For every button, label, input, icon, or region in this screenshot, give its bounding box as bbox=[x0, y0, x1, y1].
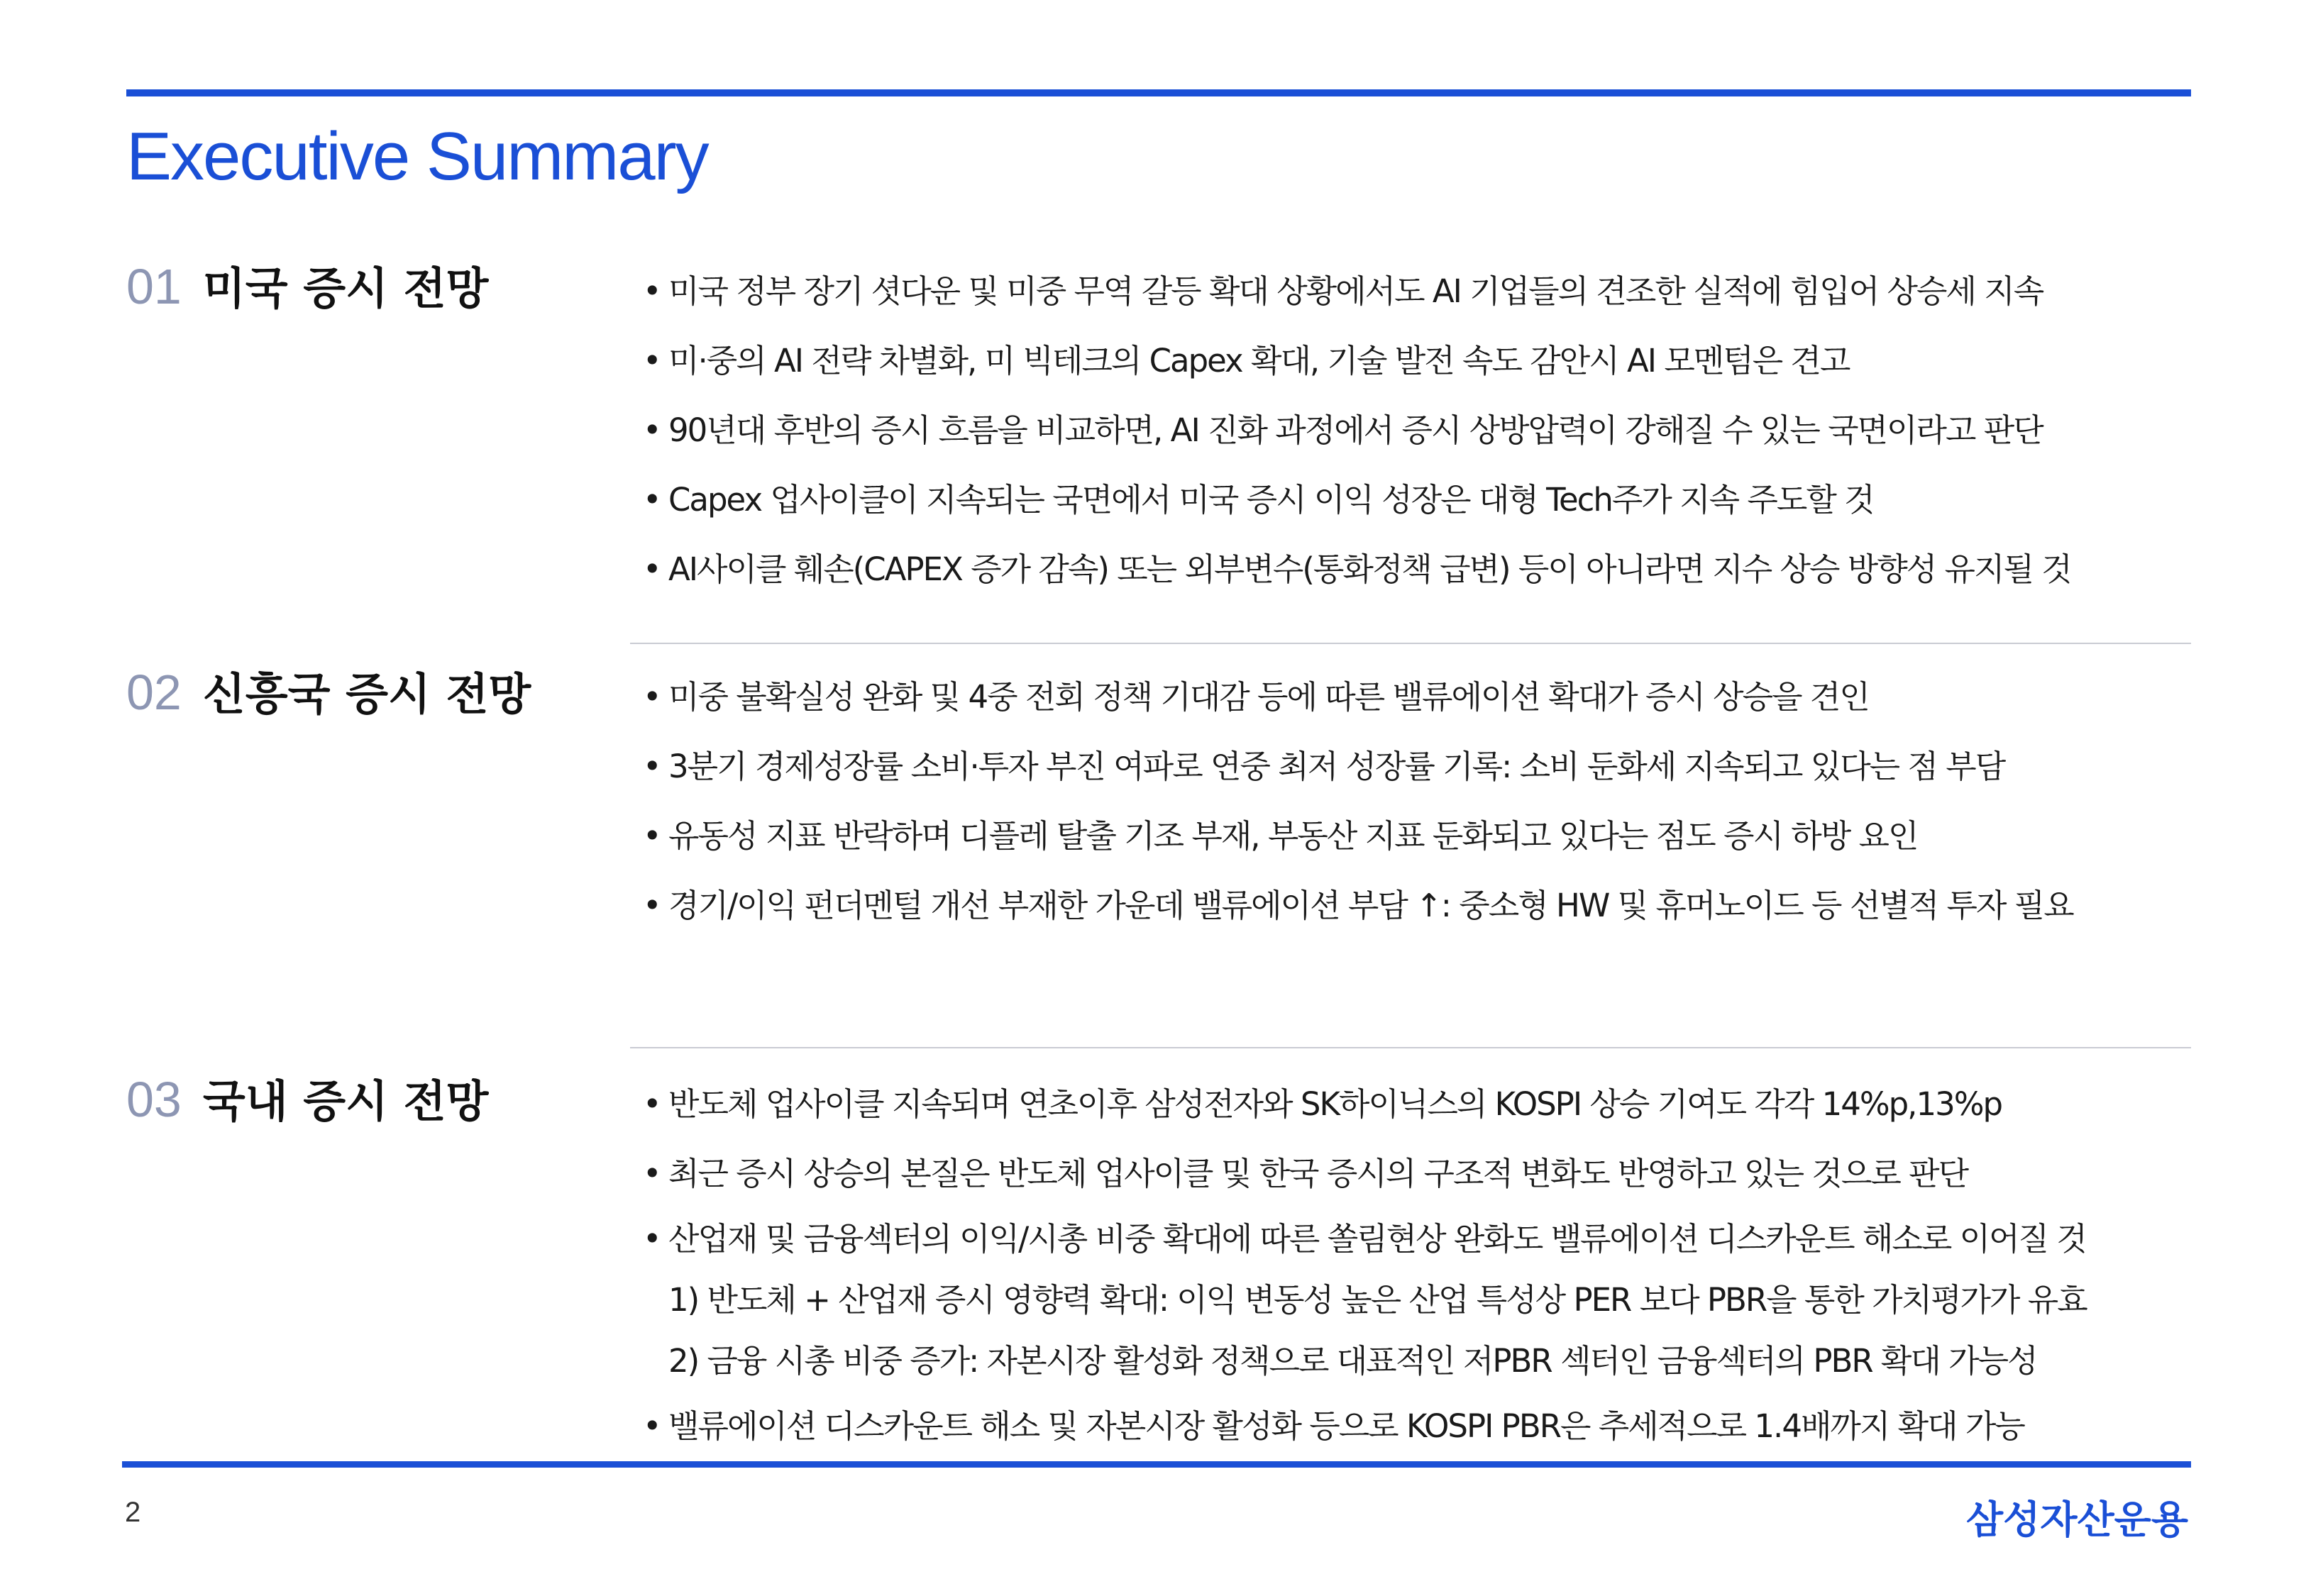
bullet-text: 미·중의 AI 전략 차별화, 미 빅테크의 Capex 확대, 기술 발전 속도 감안시 AI 모멘텀은 견고 bbox=[668, 342, 1850, 379]
bullet-text: AI사이클 훼손(CAPEX 증가 감속) 또는 외부변수(통화정책 급변) 등이 아니라면 지수 상승 방향성 유지될 것 bbox=[668, 550, 2071, 588]
section-divider bbox=[630, 643, 2191, 644]
bullet-text: Capex 업사이클이 지속되는 국면에서 미국 증시 이익 성장은 대형 Tech주가 지속 주도할 것 bbox=[668, 481, 1874, 519]
list-item bbox=[643, 1139, 2204, 1209]
section-number: 02 bbox=[126, 665, 182, 720]
page-number: 2 bbox=[125, 1497, 141, 1528]
bullet-text: 산업재 및 금융섹터의 이익/시총 비중 확대에 따른 쏠림현상 완화도 밸류에이션 디스카운트 해소로 이어질 것 bbox=[668, 1220, 2086, 1258]
list-item bbox=[643, 663, 2204, 732]
bullet-text: 미국 정부 장기 셧다운 및 미중 무역 갈등 확대 상황에서도 AI 기업들의 견조한 실적에 힘입어 상승세 지속 bbox=[668, 272, 2043, 310]
section-heading bbox=[126, 1070, 488, 1129]
bullet-list bbox=[643, 257, 2204, 604]
list-item bbox=[643, 802, 2204, 871]
list-item bbox=[643, 871, 2204, 941]
list-item bbox=[643, 326, 2204, 396]
bullet-text: 밸류에이션 디스카운트 해소 및 자본시장 활성화 등으로 KOSPI PBR은 추세적으로 1.4배까지 확대 가능 bbox=[668, 1407, 2024, 1445]
section-heading bbox=[126, 663, 531, 722]
bullet-icon: • bbox=[643, 887, 661, 924]
bullet-icon: • bbox=[643, 1155, 661, 1192]
bullet-icon: • bbox=[643, 481, 661, 519]
sub-point: 2) 금융 시총 비중 증가: 자본시장 활성화 정책으로 대표적인 저PBR 섹터인 금융섹터의 PBR 확대 가능성 bbox=[668, 1342, 2037, 1380]
sub-point: 1) 반도체 + 산업재 증시 영향력 확대: 이익 변동성 높은 산업 특성상 PER 보다 PBR을 통한 가치평가가 유효 bbox=[668, 1281, 2087, 1319]
bullet-icon: • bbox=[643, 817, 661, 855]
list-item bbox=[643, 1209, 2204, 1270]
bullet-icon: • bbox=[643, 342, 661, 379]
bottom-rule bbox=[122, 1461, 2191, 1468]
list-item bbox=[643, 1392, 2204, 1461]
section-number: 01 bbox=[126, 259, 182, 314]
section-title: 국내 증시 전망 bbox=[202, 1075, 489, 1127]
section-title: 신흥국 증시 전망 bbox=[202, 668, 531, 720]
bullet-text: 최근 증시 상승의 본질은 반도체 업사이클 및 한국 증시의 구조적 변화도 반영하고 있는 것으로 판단 bbox=[668, 1155, 1968, 1192]
bullet-text: 반도체 업사이클 지속되며 연초이후 삼성전자와 SK하이닉스의 KOSPI 상승 기여도 각각 14%p,13%p bbox=[668, 1085, 2002, 1123]
list-item bbox=[643, 465, 2204, 535]
list-item bbox=[643, 1070, 2204, 1139]
section-divider bbox=[630, 1047, 2191, 1048]
page-title: Executive Summary bbox=[126, 118, 708, 194]
section-number: 03 bbox=[126, 1072, 182, 1127]
bullet-text: 90년대 후반의 증시 흐름을 비교하면, AI 진화 과정에서 증시 상방압력이 강해질 수 있는 국면이라고 판단 bbox=[668, 411, 2043, 449]
list-item bbox=[643, 257, 2204, 326]
bullet-icon: • bbox=[643, 1220, 661, 1258]
bullet-icon: • bbox=[643, 748, 661, 785]
bullet-icon: • bbox=[643, 1407, 661, 1445]
bullet-icon: • bbox=[643, 272, 661, 310]
bullet-icon: • bbox=[643, 550, 661, 588]
section-heading bbox=[126, 257, 488, 316]
bullet-list bbox=[643, 663, 2204, 941]
bullet-text: 경기/이익 펀더멘털 개선 부재한 가운데 밸류에이션 부담 ↑: 중소형 HW 및 휴머노이드 등 선별적 투자 필요 bbox=[668, 887, 2073, 924]
list-item bbox=[643, 732, 2204, 802]
section-title: 미국 증시 전망 bbox=[202, 262, 489, 314]
list-item bbox=[643, 396, 2204, 465]
brand-logo: 삼성자산운용 bbox=[1966, 1497, 2188, 1542]
bullet-text: 유동성 지표 반락하며 디플레 탈출 기조 부재, 부동산 지표 둔화되고 있다는 점도 증시 하방 요인 bbox=[668, 817, 1918, 855]
bullet-icon: • bbox=[643, 411, 661, 449]
bullet-text: 3분기 경제성장률 소비·투자 부진 여파로 연중 최저 성장률 기록: 소비 둔화세 지속되고 있다는 점 부담 bbox=[668, 748, 2005, 785]
bullet-icon: • bbox=[643, 1085, 661, 1123]
bullet-icon: • bbox=[643, 678, 661, 716]
top-rule bbox=[126, 89, 2191, 96]
bullet-list bbox=[643, 1070, 2204, 1461]
list-item bbox=[643, 535, 2204, 604]
bullet-text: 미중 불확실성 완화 및 4중 전회 정책 기대감 등에 따른 밸류에이션 확대가 증시 상승을 견인 bbox=[668, 678, 1869, 716]
